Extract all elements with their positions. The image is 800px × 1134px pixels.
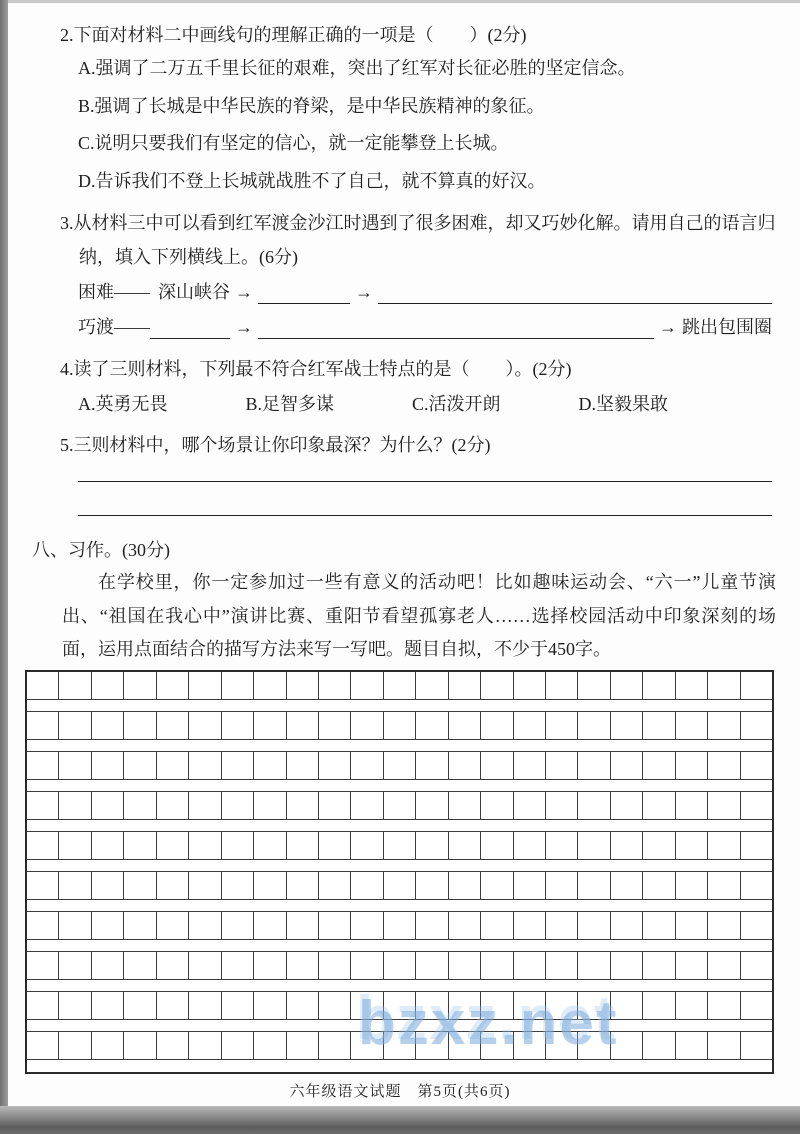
essay-grid-cell bbox=[546, 752, 578, 779]
essay-grid-cell bbox=[708, 752, 740, 779]
question-3-stem: 3.从材料三中可以看到红军渡金沙江时遇到了很多困难，却又巧妙化解。请用自己的语言归纳，填入下列横线上。(6分) bbox=[60, 213, 776, 267]
essay-grid-cell bbox=[27, 712, 59, 739]
essay-grid-cell bbox=[416, 832, 448, 859]
essay-grid-cell bbox=[449, 832, 481, 859]
scan-edge-left bbox=[0, 0, 8, 1134]
essay-grid-cell bbox=[449, 672, 481, 699]
essay-grid-cell bbox=[708, 912, 740, 939]
essay-grid-cell bbox=[92, 672, 124, 699]
essay-grid-cell bbox=[189, 992, 221, 1019]
section-8-title: 八、习作。(30分) bbox=[32, 540, 170, 560]
essay-grid-cell bbox=[449, 752, 481, 779]
essay-grid-gap-row bbox=[27, 1060, 772, 1072]
essay-grid-cell bbox=[449, 872, 481, 899]
essay-grid-gap-row bbox=[27, 860, 772, 872]
essay-grid-cell bbox=[124, 752, 156, 779]
essay-grid-cell bbox=[124, 672, 156, 699]
essay-grid-cell bbox=[643, 1032, 675, 1059]
essay-grid-cell bbox=[59, 1032, 91, 1059]
essay-grid-cell bbox=[319, 832, 351, 859]
essay-grid-cell bbox=[741, 992, 772, 1019]
essay-grid-cell bbox=[287, 792, 319, 819]
question-2-options bbox=[78, 50, 778, 200]
essay-grid-cell bbox=[157, 752, 189, 779]
essay-grid-cell bbox=[319, 712, 351, 739]
essay-grid-cell bbox=[92, 992, 124, 1019]
essay-grid-cell bbox=[449, 792, 481, 819]
question-2-option-d: D.告诉我们不登上长城就战胜不了自己，就不算真的好汉。 bbox=[78, 170, 546, 191]
essay-grid-cell bbox=[578, 712, 610, 739]
essay-grid-cell bbox=[676, 672, 708, 699]
watermark: bzxz.net bbox=[358, 989, 619, 1058]
essay-grid-cell bbox=[449, 712, 481, 739]
fill-blank bbox=[150, 317, 230, 339]
essay-grid-cell bbox=[254, 672, 286, 699]
answer-line bbox=[78, 515, 772, 516]
essay-grid-cell bbox=[546, 952, 578, 979]
essay-grid-gap-row bbox=[27, 700, 772, 712]
essay-grid-cell bbox=[676, 752, 708, 779]
essay-grid-cell bbox=[481, 912, 513, 939]
essay-grid-cell bbox=[416, 792, 448, 819]
essay-grid-cell bbox=[384, 872, 416, 899]
essay-grid-cell bbox=[676, 992, 708, 1019]
essay-grid-cell bbox=[92, 912, 124, 939]
essay-grid-cell bbox=[254, 1032, 286, 1059]
essay-grid-cell bbox=[287, 912, 319, 939]
essay-grid-row bbox=[27, 712, 772, 740]
essay-grid-cell bbox=[514, 672, 546, 699]
essay-grid-cell bbox=[741, 832, 772, 859]
essay-grid-cell bbox=[481, 872, 513, 899]
essay-grid-cell bbox=[157, 672, 189, 699]
essay-grid-cell bbox=[481, 752, 513, 779]
essay-grid-cell bbox=[222, 752, 254, 779]
essay-grid-cell bbox=[546, 912, 578, 939]
question-4-option-d: D.坚毅果敢 bbox=[578, 394, 669, 414]
essay-grid-gap-row bbox=[27, 780, 772, 792]
essay-grid-cell bbox=[741, 1032, 772, 1059]
essay-grid-cell bbox=[254, 952, 286, 979]
essay-grid-cell bbox=[27, 832, 59, 859]
essay-grid-cell bbox=[27, 1032, 59, 1059]
essay-grid-cell bbox=[384, 712, 416, 739]
essay-grid-cell bbox=[287, 1032, 319, 1059]
essay-grid-cell bbox=[481, 712, 513, 739]
question-3-row-crossing bbox=[78, 315, 772, 339]
essay-grid-cell bbox=[708, 992, 740, 1019]
essay-grid-cell bbox=[578, 752, 610, 779]
essay-grid-cell bbox=[708, 792, 740, 819]
essay-grid-cell bbox=[254, 872, 286, 899]
difficulty-item-1: 深山峡谷 bbox=[158, 282, 230, 302]
essay-grid-cell bbox=[157, 712, 189, 739]
essay-grid-cell bbox=[643, 712, 675, 739]
essay-grid-cell bbox=[741, 752, 772, 779]
essay-grid-cell bbox=[92, 792, 124, 819]
essay-grid-cell bbox=[643, 952, 675, 979]
essay-grid-cell bbox=[611, 952, 643, 979]
question-4-stem: 4.读了三则材料，下列最不符合红军战士特点的是（ ）。(2分) bbox=[60, 359, 572, 379]
essay-grid-cell bbox=[319, 952, 351, 979]
essay-grid-cell bbox=[222, 672, 254, 699]
essay-grid-cell bbox=[741, 672, 772, 699]
essay-grid-cell bbox=[27, 872, 59, 899]
essay-grid-cell bbox=[59, 672, 91, 699]
essay-grid-cell bbox=[676, 832, 708, 859]
essay-grid-cell bbox=[416, 912, 448, 939]
essay-grid-cell bbox=[92, 752, 124, 779]
essay-grid-cell bbox=[514, 872, 546, 899]
essay-grid-row bbox=[27, 792, 772, 820]
essay-grid-cell bbox=[643, 792, 675, 819]
essay-grid-cell bbox=[287, 672, 319, 699]
essay-grid-cell bbox=[449, 912, 481, 939]
essay-grid-cell bbox=[643, 672, 675, 699]
scan-edge-bottom bbox=[0, 1106, 800, 1134]
essay-grid-cell bbox=[676, 952, 708, 979]
essay-grid-cell bbox=[124, 832, 156, 859]
essay-grid-cell bbox=[708, 712, 740, 739]
essay-grid-cell bbox=[741, 952, 772, 979]
essay-grid-cell bbox=[59, 872, 91, 899]
essay-grid-cell bbox=[92, 1032, 124, 1059]
essay-grid-cell bbox=[384, 752, 416, 779]
essay-grid-gap-row bbox=[27, 900, 772, 912]
essay-grid-cell bbox=[59, 792, 91, 819]
essay-grid-cell bbox=[481, 792, 513, 819]
essay-grid-cell bbox=[287, 992, 319, 1019]
essay-grid-row bbox=[27, 672, 772, 700]
essay-grid-row bbox=[27, 872, 772, 900]
essay-grid-cell bbox=[124, 712, 156, 739]
question-4-option-a: A.英勇无畏 bbox=[78, 394, 168, 414]
essay-grid-cell bbox=[319, 752, 351, 779]
essay-grid-cell bbox=[643, 992, 675, 1019]
essay-grid-cell bbox=[351, 952, 383, 979]
essay-grid-cell bbox=[254, 712, 286, 739]
essay-grid-cell bbox=[416, 672, 448, 699]
essay-grid-cell bbox=[124, 792, 156, 819]
page-footer: 六年级语文试题 第5页(共6页) bbox=[289, 1084, 511, 1100]
essay-grid-cell bbox=[708, 952, 740, 979]
essay-grid-cell bbox=[27, 672, 59, 699]
essay-grid-cell bbox=[676, 792, 708, 819]
essay-grid-cell bbox=[708, 1032, 740, 1059]
question-4-options bbox=[78, 390, 668, 416]
essay-grid-cell bbox=[449, 952, 481, 979]
essay-grid-cell bbox=[319, 792, 351, 819]
essay-grid-cell bbox=[222, 952, 254, 979]
essay-grid-cell bbox=[578, 672, 610, 699]
essay-grid-cell bbox=[287, 752, 319, 779]
essay-grid-cell bbox=[254, 992, 286, 1019]
essay-grid-cell bbox=[578, 792, 610, 819]
question-4-option-b: B.足智多谋 bbox=[245, 394, 335, 414]
essay-grid-cell bbox=[287, 872, 319, 899]
essay-grid-cell bbox=[124, 872, 156, 899]
essay-grid-cell bbox=[643, 912, 675, 939]
essay-grid-cell bbox=[384, 792, 416, 819]
essay-grid-cell bbox=[351, 712, 383, 739]
essay-grid-cell bbox=[157, 1032, 189, 1059]
essay-grid-cell bbox=[514, 712, 546, 739]
essay-grid-cell bbox=[514, 752, 546, 779]
essay-grid-cell bbox=[611, 872, 643, 899]
essay-grid-cell bbox=[222, 912, 254, 939]
essay-grid-row bbox=[27, 952, 772, 980]
essay-grid-cell bbox=[514, 912, 546, 939]
essay-grid-cell bbox=[92, 712, 124, 739]
essay-grid-cell bbox=[319, 1032, 351, 1059]
essay-grid-cell bbox=[351, 872, 383, 899]
essay-grid-cell bbox=[514, 952, 546, 979]
essay-grid-cell bbox=[351, 792, 383, 819]
essay-grid-cell bbox=[319, 992, 351, 1019]
essay-grid-cell bbox=[611, 832, 643, 859]
essay-grid-cell bbox=[708, 872, 740, 899]
essay-grid-gap-row bbox=[27, 740, 772, 752]
essay-grid-cell bbox=[351, 832, 383, 859]
essay-grid-cell bbox=[351, 912, 383, 939]
essay-grid-cell bbox=[741, 872, 772, 899]
essay-grid-cell bbox=[189, 712, 221, 739]
essay-grid-cell bbox=[611, 912, 643, 939]
essay-grid-cell bbox=[546, 872, 578, 899]
essay-grid-cell bbox=[157, 912, 189, 939]
question-4-option-c: C.活泼开朗 bbox=[412, 394, 501, 414]
arrow-right-icon: → bbox=[235, 317, 253, 337]
essay-grid-cell bbox=[611, 752, 643, 779]
essay-grid-cell bbox=[643, 872, 675, 899]
essay-grid-row bbox=[27, 832, 772, 860]
question-3-row-difficulties bbox=[78, 280, 772, 304]
essay-grid-cell bbox=[416, 872, 448, 899]
essay-grid-cell bbox=[189, 792, 221, 819]
essay-grid-cell bbox=[189, 1032, 221, 1059]
essay-grid-cell bbox=[643, 752, 675, 779]
fill-blank bbox=[378, 282, 772, 304]
essay-grid-cell bbox=[157, 792, 189, 819]
essay-grid-cell bbox=[514, 792, 546, 819]
essay-grid-cell bbox=[92, 832, 124, 859]
essay-grid-cell bbox=[124, 952, 156, 979]
essay-grid-cell bbox=[59, 752, 91, 779]
essay-grid-cell bbox=[222, 872, 254, 899]
essay-grid-cell bbox=[319, 672, 351, 699]
essay-grid-cell bbox=[578, 952, 610, 979]
fill-blank bbox=[258, 282, 350, 304]
essay-grid-gap-row bbox=[27, 940, 772, 952]
essay-grid-cell bbox=[578, 912, 610, 939]
essay-grid-cell bbox=[319, 872, 351, 899]
question-5-stem: 5.三则材料中，哪个场景让你印象最深？为什么？(2分) bbox=[60, 435, 491, 455]
essay-grid-cell bbox=[351, 672, 383, 699]
question-2-stem: 2.下面对材料二中画线句的理解正确的一项是（ ）(2分) bbox=[60, 25, 527, 45]
essay-grid-cell bbox=[578, 872, 610, 899]
essay-grid-cell bbox=[222, 992, 254, 1019]
essay-grid-cell bbox=[676, 872, 708, 899]
essay-grid-cell bbox=[676, 912, 708, 939]
essay-grid-cell bbox=[27, 752, 59, 779]
essay-grid-cell bbox=[676, 1032, 708, 1059]
essay-grid-cell bbox=[59, 992, 91, 1019]
essay-grid-cell bbox=[351, 752, 383, 779]
essay-grid-cell bbox=[222, 712, 254, 739]
essay-grid-cell bbox=[741, 712, 772, 739]
essay-grid-cell bbox=[254, 792, 286, 819]
essay-grid-cell bbox=[676, 712, 708, 739]
essay-grid-cell bbox=[319, 912, 351, 939]
essay-grid-gap-row bbox=[27, 820, 772, 832]
essay-grid-cell bbox=[157, 952, 189, 979]
essay-grid-cell bbox=[481, 672, 513, 699]
essay-grid-row bbox=[27, 752, 772, 780]
section-8-prompt: 在学校里，你一定参加过一些有意义的活动吧！比如趣味运动会、“六一”儿童节演出、“祖国在我心中”演讲比赛、重阳节看望孤寡老人……选择校园活动中印象深刻的场面，运用点面结合的描写方法来写一写吧。题目自拟，不少于450字。 bbox=[62, 572, 776, 659]
essay-grid-cell bbox=[416, 712, 448, 739]
crossing-result: 跳出包围圈 bbox=[682, 317, 772, 337]
essay-grid-cell bbox=[384, 952, 416, 979]
essay-grid-cell bbox=[546, 792, 578, 819]
essay-grid-cell bbox=[27, 992, 59, 1019]
difficulty-label: 困难—— bbox=[78, 282, 150, 302]
fill-blank bbox=[258, 317, 654, 339]
essay-grid-cell bbox=[254, 752, 286, 779]
essay-grid-cell bbox=[27, 952, 59, 979]
essay-grid-cell bbox=[59, 832, 91, 859]
essay-grid-cell bbox=[27, 912, 59, 939]
essay-grid-cell bbox=[189, 872, 221, 899]
essay-grid-cell bbox=[92, 952, 124, 979]
essay-grid-cell bbox=[708, 672, 740, 699]
essay-grid-cell bbox=[611, 672, 643, 699]
question-2-option-a: A.强调了二万五千里长征的艰难，突出了红军对长征必胜的坚定信念。 bbox=[78, 58, 636, 78]
question-2-option-b: B.强调了长城是中华民族的脊梁，是中华民族精神的象征。 bbox=[78, 95, 545, 116]
essay-grid-cell bbox=[189, 672, 221, 699]
essay-grid-cell bbox=[124, 992, 156, 1019]
essay-grid-cell bbox=[416, 752, 448, 779]
question-2-option-c: C.说明只要我们有坚定的信心，就一定能攀登上长城。 bbox=[78, 133, 509, 153]
essay-grid-cell bbox=[189, 952, 221, 979]
essay-grid-cell bbox=[741, 912, 772, 939]
essay-grid-cell bbox=[287, 832, 319, 859]
essay-grid-cell bbox=[59, 952, 91, 979]
essay-grid-cell bbox=[189, 832, 221, 859]
arrow-right-icon: → bbox=[659, 317, 677, 337]
essay-grid-cell bbox=[287, 952, 319, 979]
arrow-right-icon: → bbox=[355, 282, 373, 302]
essay-grid-cell bbox=[222, 1032, 254, 1059]
essay-grid-cell bbox=[189, 912, 221, 939]
essay-grid-cell bbox=[384, 832, 416, 859]
scan-edge-top bbox=[0, 0, 800, 3]
essay-grid-cell bbox=[481, 832, 513, 859]
essay-grid-cell bbox=[481, 952, 513, 979]
essay-grid-cell bbox=[59, 712, 91, 739]
essay-grid-row bbox=[27, 912, 772, 940]
essay-grid-cell bbox=[546, 712, 578, 739]
essay-grid-cell bbox=[222, 792, 254, 819]
answer-line bbox=[78, 481, 772, 482]
essay-grid-cell bbox=[384, 672, 416, 699]
essay-grid-cell bbox=[546, 832, 578, 859]
essay-grid-cell bbox=[416, 952, 448, 979]
essay-grid-cell bbox=[124, 912, 156, 939]
essay-grid-cell bbox=[254, 912, 286, 939]
essay-grid-cell bbox=[222, 832, 254, 859]
essay-grid-cell bbox=[157, 832, 189, 859]
essay-grid-cell bbox=[611, 712, 643, 739]
essay-grid-cell bbox=[27, 792, 59, 819]
essay-grid-cell bbox=[611, 792, 643, 819]
essay-grid-cell bbox=[287, 712, 319, 739]
essay-grid-cell bbox=[384, 912, 416, 939]
essay-grid-cell bbox=[59, 912, 91, 939]
essay-grid-cell bbox=[189, 752, 221, 779]
essay-grid-cell bbox=[157, 992, 189, 1019]
essay-grid-cell bbox=[643, 832, 675, 859]
essay-grid-cell bbox=[708, 832, 740, 859]
essay-grid-cell bbox=[741, 792, 772, 819]
essay-grid-cell bbox=[254, 832, 286, 859]
crossing-label: 巧渡—— bbox=[78, 317, 150, 337]
essay-grid-cell bbox=[578, 832, 610, 859]
essay-grid-cell bbox=[124, 1032, 156, 1059]
essay-grid-cell bbox=[157, 872, 189, 899]
essay-grid-cell bbox=[546, 672, 578, 699]
essay-grid-cell bbox=[92, 872, 124, 899]
arrow-right-icon: → bbox=[235, 282, 253, 302]
essay-grid-cell bbox=[514, 832, 546, 859]
